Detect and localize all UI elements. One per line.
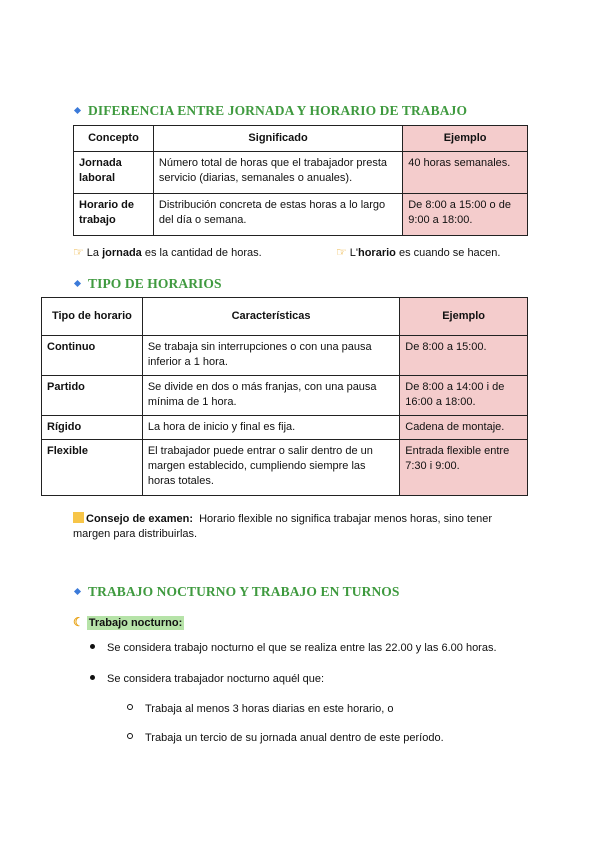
yellow-square-icon [73, 512, 84, 523]
section-heading-tipos: TIPO DE HORARIOS [75, 276, 222, 292]
col-header-significado: Significado [153, 126, 402, 152]
table-row: Horario de trabajo Distribución concreta de estas horas a lo largo del día o semana. De 8:00 a 15:00 o de 9:00 a 18:00. [74, 194, 528, 236]
diamond-bullet-icon [74, 280, 81, 287]
bullet-circle-icon [127, 704, 133, 710]
note-jornada: ☞ La jornada es la cantidad de horas. [73, 245, 262, 259]
pointing-hand-icon: ☞ [73, 245, 84, 259]
list-item: Se considera trabajo nocturno el que se realiza entre las 22.00 y las 6.00 horas. [90, 642, 497, 654]
table-header-row [74, 126, 528, 152]
pointing-hand-icon: ☞ [336, 245, 347, 259]
table-row: Partido Se divide en dos o más franjas, con una pausa mínima de 1 hora. De 8:00 a 14:00 i de 16:00 a 18:00. [42, 376, 528, 416]
table-row: Rígido La hora de inicio y final es fija. Cadena de montaje. [42, 416, 528, 440]
col-header-concepto: Concepto [74, 126, 154, 152]
bullet-circle-icon [127, 733, 133, 739]
col-header-ejemplo: Ejemplo [403, 126, 528, 152]
table-row: Continuo Se trabaja sin interrupciones o con una pausa inferior a 1 hora. De 8:00 a 15:00. [42, 336, 528, 376]
section-heading-nocturno: TRABAJO NOCTURNO Y TRABAJO EN TURNOS [75, 584, 400, 600]
table-header-row [42, 298, 528, 336]
exam-tip: Consejo de examen: Horario flexible no significa trabajar menos horas, sino tener margen para distribuirlas. [73, 513, 492, 540]
table-row: Jornada laboral Número total de horas que el trabajador presta servicio (diarias, semanales o anuales). 40 horas semanales. [74, 152, 528, 194]
bullet-dot-icon [90, 644, 95, 649]
sub-list-item: Trabaja un tercio de su jornada anual dentro de este período. [127, 732, 444, 744]
list-item: Se considera trabajador nocturno aquél que: [90, 673, 324, 685]
table-row: Flexible El trabajador puede entrar o salir dentro de un margen establecido, cumpliendo siempre las horas totales. Entrada flexible entre 7:30 i 9:00. [42, 440, 528, 496]
diamond-bullet-icon [74, 107, 81, 114]
jornada-horario-table [73, 125, 528, 236]
section-heading-jornada: DIFERENCIA ENTRE JORNADA Y HORARIO DE TRABAJO [75, 103, 467, 119]
tipos-horario-table [41, 297, 528, 496]
col-header-ejemplo: Ejemplo [400, 298, 528, 336]
col-header-caracteristicas: Características [142, 298, 399, 336]
note-horario: ☞ L'horario es cuando se hacen. [336, 245, 501, 259]
bullet-dot-icon [90, 675, 95, 680]
col-header-tipo: Tipo de horario [42, 298, 143, 336]
sub-list-item: Trabaja al menos 3 horas diarias en este horario, o [127, 703, 393, 715]
diamond-bullet-icon [74, 588, 81, 595]
subheading-trabajo-nocturno: ☾ Trabajo nocturno: [73, 615, 183, 629]
crescent-moon-icon: ☾ [73, 615, 84, 629]
